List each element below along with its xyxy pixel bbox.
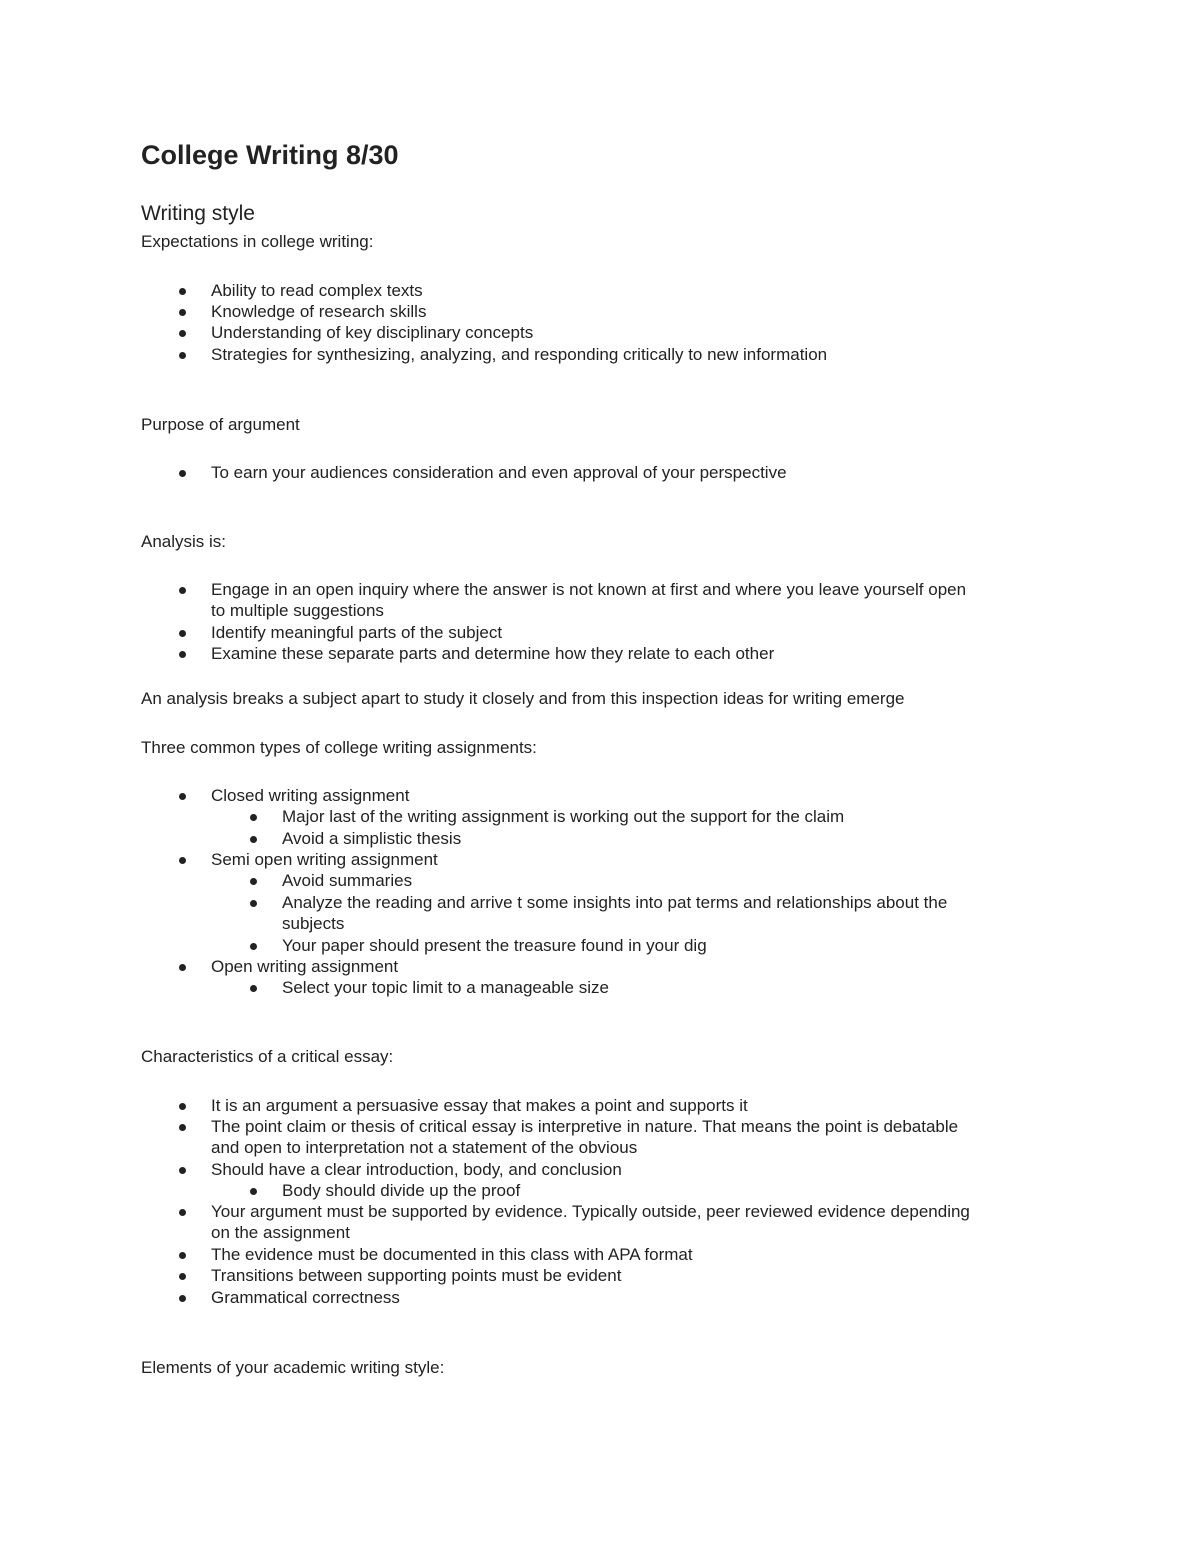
bullet-dot: [179, 1124, 186, 1131]
critical-heading: Characteristics of a critical essay:: [141, 1047, 394, 1066]
bullet-dot: [179, 1273, 186, 1280]
bullet-dot: [179, 1295, 186, 1302]
sub-list-item: Your paper should present the treasure found in your dig: [282, 936, 707, 955]
bullet-dot: [179, 288, 186, 295]
assignments-heading: Three common types of college writing assignments:: [141, 738, 537, 757]
bullet-dot: [179, 352, 186, 359]
list-item: The point claim or thesis of critical essay is interpretive in nature. That means the point is debatable: [211, 1117, 959, 1136]
bullet-dot: [250, 1188, 257, 1195]
list-item: Your argument must be supported by evidence. Typically outside, peer reviewed evidence depending: [211, 1202, 970, 1221]
elements-heading: Elements of your academic writing style:: [141, 1358, 445, 1377]
sub-list-item: Major last of the writing assignment is working out the support for the claim: [282, 807, 845, 826]
bullet-dot: [250, 878, 257, 885]
list-item: Knowledge of research skills: [211, 302, 427, 321]
sub-list-item: Avoid summaries: [282, 871, 413, 890]
list-item: Transitions between supporting points must be evident: [211, 1266, 622, 1285]
bullet-dot: [179, 651, 186, 658]
list-item-continuation: on the assignment: [211, 1223, 350, 1242]
list-item: The evidence must be documented in this class with APA format: [211, 1245, 693, 1264]
list-item-continuation: to multiple suggestions: [211, 601, 384, 620]
list-item: Strategies for synthesizing, analyzing, and responding critically to new information: [211, 345, 828, 364]
bullet-dot: [179, 793, 186, 800]
bullet-dot: [179, 857, 186, 864]
sub-list-item: Avoid a simplistic thesis: [282, 829, 462, 848]
bullet-dot: [179, 1167, 186, 1174]
bullet-dot: [179, 470, 186, 477]
bullet-dot: [179, 587, 186, 594]
bullet-dot: [250, 943, 257, 950]
bullet-dot: [179, 964, 186, 971]
list-item-closed: Closed writing assignment: [211, 786, 410, 805]
bullet-dot: [179, 309, 186, 316]
list-item: Examine these separate parts and determine how they relate to each other: [211, 644, 775, 663]
list-item: To earn your audiences consideration and even approval of your perspective: [211, 463, 787, 482]
list-item: Ability to read complex texts: [211, 281, 423, 300]
list-item-open: Open writing assignment: [211, 957, 399, 976]
sub-list-item: Body should divide up the proof: [282, 1181, 521, 1200]
list-item: Identify meaningful parts of the subject: [211, 623, 503, 642]
list-item-semi: Semi open writing assignment: [211, 850, 438, 869]
list-item: Should have a clear introduction, body, and conclusion: [211, 1160, 622, 1179]
bullet-dot: [179, 330, 186, 337]
bullet-dot: [250, 836, 257, 843]
bullet-dot: [250, 985, 257, 992]
list-item: Understanding of key disciplinary concepts: [211, 323, 534, 342]
list-item-continuation: and open to interpretation not a statement of the obvious: [211, 1138, 638, 1157]
sub-list-item-continuation: subjects: [282, 914, 345, 933]
bullet-dot: [250, 814, 257, 821]
analysis-heading: Analysis is:: [141, 532, 227, 551]
list-item: It is an argument a persuasive essay that makes a point and supports it: [211, 1096, 748, 1115]
purpose-heading: Purpose of argument: [141, 415, 300, 434]
bullet-dot: [179, 630, 186, 637]
sub-list-item: Analyze the reading and arrive t some insights into pat terms and relationships about the: [282, 893, 948, 912]
list-item: Engage in an open inquiry where the answer is not known at first and where you leave yourself open: [211, 580, 967, 599]
bullet-dot: [179, 1252, 186, 1259]
bullet-dot: [179, 1209, 186, 1216]
expectations-intro: Expectations in college writing:: [141, 232, 374, 251]
bullet-dot: [179, 1103, 186, 1110]
list-item: Grammatical correctness: [211, 1288, 400, 1307]
analysis-summary: An analysis breaks a subject apart to study it closely and from this inspection ideas for writing emerge: [141, 689, 905, 708]
sub-list-item: Select your topic limit to a manageable size: [282, 978, 609, 997]
bullet-dot: [250, 900, 257, 907]
page-title: College Writing 8/30: [141, 140, 399, 170]
section-subheading: Writing style: [141, 202, 255, 225]
